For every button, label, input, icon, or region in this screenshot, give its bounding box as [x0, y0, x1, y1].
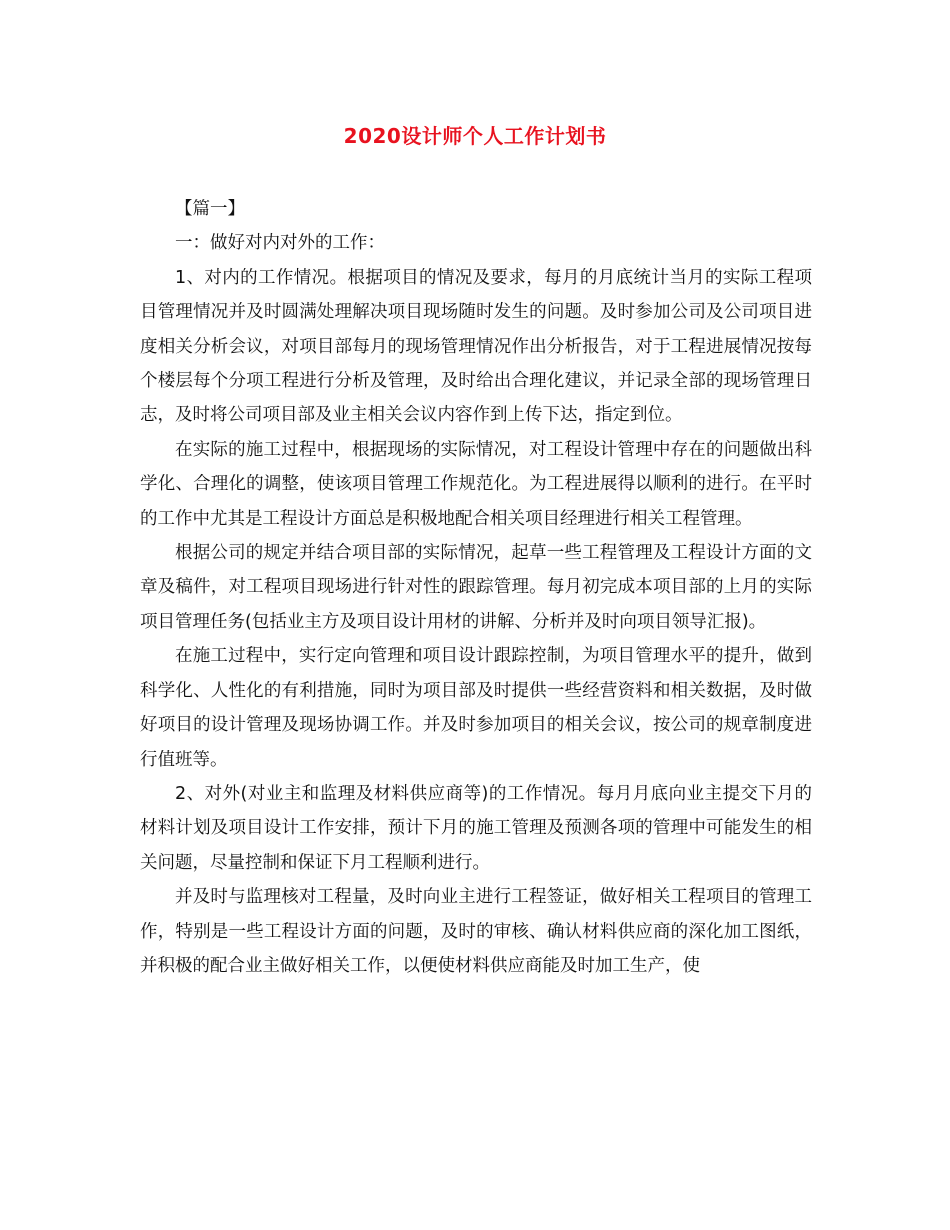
document-body	[140, 192, 812, 983]
paragraph: 2、对外(对业主和监理及材料供应商等)的工作情况。每月月底向业主提交下月的材料计划及项目设计工作安排，预计下月的施工管理及预测各项的管理中可能发生的相关问题，尽量控制和保证下月工程顺利进行。	[140, 783, 812, 873]
paragraph: 根据公司的规定并结合项目部的实际情况，起草一些工程管理及工程设计方面的文章及稿件，对工程项目现场进行针对性的跟踪管理。每月初完成本项目部的上月的实际项目管理任务(包括业主方及项目设计用材的讲解、分析并及时向项目领导汇报)。	[140, 543, 812, 632]
paragraph-subheading: 一：做好对内对外的工作：	[175, 233, 385, 254]
paragraph-section-heading: 【篇一】	[175, 199, 245, 219]
document-title: 2020设计师个人工作计划书	[343, 124, 607, 148]
paragraph: 在实际的施工过程中，根据现场的实际情况，对工程设计管理中存在的问题做出科学化、合理化的调整，使该项目管理工作规范化。为工程进展得以顺利的进行。在平时的工作中尤其是工程设计方面总是积极地配合相关项目经理进行相关工程管理。	[140, 439, 812, 529]
paragraph: 1、对内的工作情况。根据项目的情况及要求，每月的月底统计当月的实际工程项目管理情况并及时圆满处理解决项目现场随时发生的问题。及时参加公司及公司项目进度相关分析会议，对项目部每月的现场管理情况作出分析报告，对于工程进展情况按每个楼层每个分项工程进行分析及管理，及时给出合理化建议，并记录全部的现场管理日志，及时将公司项目部及业主相关会议内容作到上传下达，指定到位。	[140, 267, 812, 426]
paragraph: 在施工过程中，实行定向管理和项目设计跟踪控制，为项目管理水平的提升，做到科学化、人性化的有利措施，同时为项目部及时提供一些经营资料和相关数据，及时做好项目的设计管理及现场协调工作。并及时参加项目的相关会议，按公司的规章制度进行值班等。	[140, 646, 812, 770]
paragraph: 并及时与监理核对工程量，及时向业主进行工程签证，做好相关工程项目的管理工作，特别是一些工程设计方面的问题，及时的审核、确认材料供应商的深化加工图纸，并积极的配合业主做好相关工作，以便使材料供应商能及时加工生产，使	[140, 887, 812, 976]
